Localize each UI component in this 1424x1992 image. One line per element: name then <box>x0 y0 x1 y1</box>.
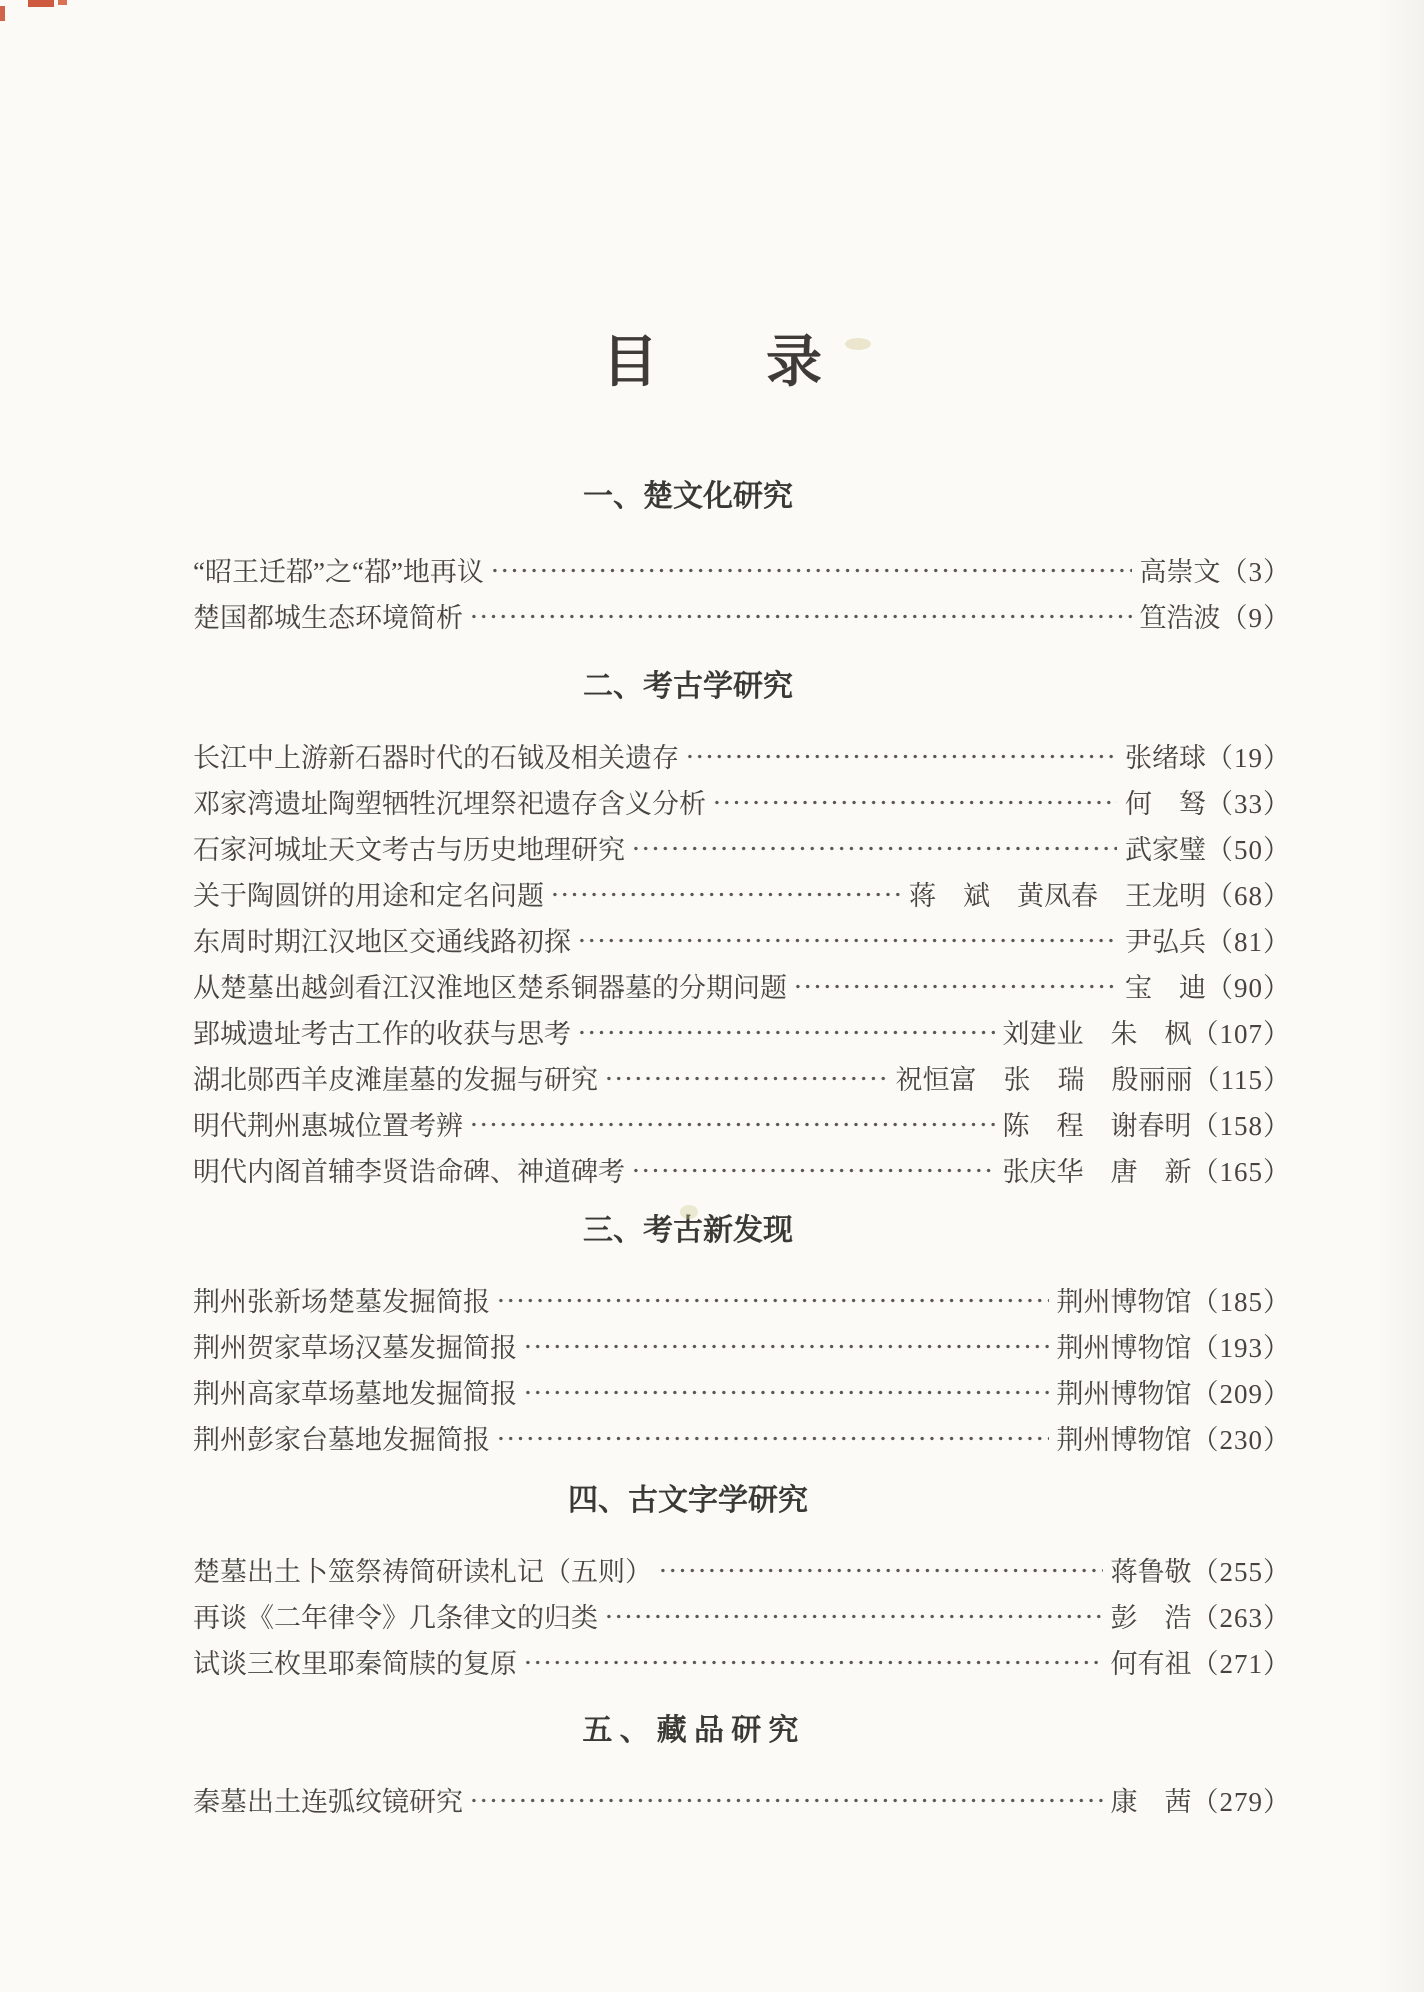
toc-entry <box>193 1054 1291 1100</box>
section-heading: 一、楚文化研究 <box>583 480 793 513</box>
toc-section <box>193 1480 1291 1684</box>
entry-title: 试谈三枚里耶秦简牍的复原 <box>193 1648 517 1679</box>
dotted-leader <box>658 1567 1103 1574</box>
dotted-leader <box>469 1797 1103 1804</box>
toc-entry <box>193 546 1291 592</box>
dotted-leader <box>631 1167 995 1174</box>
entry-authors: 荆州博物馆 <box>1056 1424 1192 1455</box>
entry-title: 明代荆州惠城位置考辨 <box>193 1110 463 1141</box>
entry-page-number: （185） <box>1191 1286 1291 1317</box>
entry-title: 从楚墓出越剑看江汉淮地区楚系铜器墓的分期问题 <box>193 972 787 1003</box>
toc-entry <box>193 1322 1291 1368</box>
entry-page-number: （3） <box>1220 556 1291 587</box>
entry-title: 荆州张新场楚墓发掘简报 <box>193 1286 490 1317</box>
dotted-leader <box>577 1029 995 1036</box>
entry-authors: 何有祖 <box>1110 1648 1192 1679</box>
scan-edge-mark-red <box>28 0 54 7</box>
entry-page-number: （271） <box>1191 1648 1291 1679</box>
dotted-leader <box>496 1435 1049 1442</box>
toc-entry <box>193 1776 1291 1822</box>
dotted-leader <box>577 937 1117 944</box>
entry-authors: 尹弘兵 <box>1125 926 1206 957</box>
entry-title: 再谈《二年律令》几条律文的归类 <box>193 1602 598 1633</box>
entry-authors: 康 茜 <box>1110 1786 1192 1817</box>
entry-authors: 彭 浩 <box>1110 1602 1192 1633</box>
entry-authors: 陈 程 谢春明 <box>1002 1110 1192 1141</box>
entry-page-number: （19） <box>1206 742 1291 773</box>
entry-authors: 何 驽 <box>1125 788 1206 819</box>
entry-authors: 荆州博物馆 <box>1056 1332 1192 1363</box>
toc-entry <box>193 1592 1291 1638</box>
dotted-leader <box>496 1297 1049 1304</box>
dotted-leader <box>604 1075 888 1082</box>
entry-title: 关于陶圆饼的用途和定名问题 <box>193 880 544 911</box>
toc-entry <box>193 870 1291 916</box>
entry-page-number: （165） <box>1191 1156 1291 1187</box>
entry-page-number: （33） <box>1206 788 1291 819</box>
toc-section <box>193 666 1291 1192</box>
toc-entry <box>193 1546 1291 1592</box>
entry-title: 郢城遗址考古工作的收获与思考 <box>193 1018 571 1049</box>
scan-smudge <box>680 1205 698 1219</box>
entry-page-number: （263） <box>1191 1602 1291 1633</box>
entry-authors: 蒋 斌 黄凤春 王龙明 <box>909 880 1206 911</box>
entry-page-number: （9） <box>1220 602 1291 633</box>
entry-page-number: （115） <box>1192 1064 1291 1095</box>
dotted-leader <box>685 753 1117 760</box>
toc-entry <box>193 1146 1291 1192</box>
scan-smudge <box>845 338 871 350</box>
dotted-leader <box>490 567 1132 574</box>
dotted-leader <box>523 1389 1049 1396</box>
entry-page-number: （209） <box>1191 1378 1291 1409</box>
entry-authors: 张绪球 <box>1125 742 1206 773</box>
entry-authors: 荆州博物馆 <box>1056 1378 1192 1409</box>
entry-page-number: （50） <box>1206 834 1291 865</box>
dotted-leader <box>793 983 1117 990</box>
dotted-leader <box>550 891 901 898</box>
toc-entry <box>193 1368 1291 1414</box>
toc-entry <box>193 1276 1291 1322</box>
toc-entry <box>193 592 1291 638</box>
entry-title: 楚国都城生态环境简析 <box>193 602 463 633</box>
toc-entry <box>193 1414 1291 1460</box>
scan-edge-mark-red <box>58 0 67 5</box>
toc-section <box>193 476 1291 638</box>
entry-authors: 张庆华 唐 新 <box>1002 1156 1192 1187</box>
section-heading: 三、考古新发现 <box>583 1214 793 1247</box>
entry-title: 荆州贺家草场汉墓发掘简报 <box>193 1332 517 1363</box>
section-entries <box>193 1546 1291 1684</box>
entry-authors: 武家璧 <box>1125 834 1206 865</box>
entry-title: “昭王迁鄀”之“鄀”地再议 <box>193 556 484 587</box>
entry-authors: 笪浩波 <box>1139 602 1221 633</box>
section-heading: 四、古文字学研究 <box>568 1484 808 1517</box>
dotted-leader <box>604 1613 1103 1620</box>
dotted-leader <box>469 1121 995 1128</box>
entry-authors: 蒋鲁敬 <box>1110 1556 1192 1587</box>
toc-entry <box>193 1100 1291 1146</box>
toc-entry <box>193 916 1291 962</box>
entry-title: 东周时期江汉地区交通线路初探 <box>193 926 571 957</box>
entry-title: 邓家湾遗址陶塑牺牲沉埋祭祀遗存含义分析 <box>193 788 706 819</box>
page-title: 目 录 <box>602 332 848 394</box>
entry-page-number: （279） <box>1191 1786 1291 1817</box>
entry-authors: 荆州博物馆 <box>1056 1286 1192 1317</box>
section-entries <box>193 1276 1291 1460</box>
entry-page-number: （230） <box>1191 1424 1291 1455</box>
dotted-leader <box>523 1659 1103 1666</box>
section-entries <box>193 1776 1291 1822</box>
entry-page-number: （68） <box>1206 880 1291 911</box>
dotted-leader <box>712 799 1117 806</box>
entry-title: 楚墓出土卜筮祭祷简研读札记（五则） <box>193 1556 652 1587</box>
entry-title: 秦墓出土连弧纹镜研究 <box>193 1786 463 1817</box>
entry-title: 明代内阁首辅李贤诰命碑、神道碑考 <box>193 1156 625 1187</box>
entry-authors: 宝 迪 <box>1125 972 1206 1003</box>
entry-page-number: （90） <box>1206 972 1291 1003</box>
entry-title: 荆州彭家台墓地发掘简报 <box>193 1424 490 1455</box>
entry-title: 长江中上游新石器时代的石钺及相关遗存 <box>193 742 679 773</box>
entry-page-number: （158） <box>1191 1110 1291 1141</box>
entry-authors: 高崇文 <box>1139 556 1221 587</box>
toc-entry <box>193 1638 1291 1684</box>
entry-title: 湖北郧西羊皮滩崖墓的发掘与研究 <box>193 1064 598 1095</box>
dotted-leader <box>523 1343 1049 1350</box>
dotted-leader <box>469 613 1132 620</box>
scan-edge-mark-red <box>0 6 5 21</box>
toc-body <box>193 476 1291 1822</box>
toc-entry <box>193 824 1291 870</box>
toc-entry <box>193 962 1291 1008</box>
entry-page-number: （255） <box>1191 1556 1291 1587</box>
toc-section <box>193 1210 1291 1460</box>
section-entries <box>193 546 1291 638</box>
entry-title: 荆州高家草场墓地发掘简报 <box>193 1378 517 1409</box>
entry-title: 石家河城址天文考古与历史地理研究 <box>193 834 625 865</box>
section-heading: 二、考古学研究 <box>583 670 793 703</box>
dotted-leader <box>631 845 1117 852</box>
entry-page-number: （107） <box>1191 1018 1291 1049</box>
section-heading: 五、藏品研究 <box>582 1714 806 1747</box>
entry-authors: 祝恒富 张 瑞 殷丽丽 <box>895 1064 1193 1095</box>
toc-section <box>193 1710 1291 1822</box>
section-entries <box>193 732 1291 1192</box>
entry-page-number: （193） <box>1191 1332 1291 1363</box>
toc-entry <box>193 778 1291 824</box>
toc-entry <box>193 732 1291 778</box>
entry-page-number: （81） <box>1206 926 1291 957</box>
toc-entry <box>193 1008 1291 1054</box>
entry-authors: 刘建业 朱 枫 <box>1002 1018 1192 1049</box>
